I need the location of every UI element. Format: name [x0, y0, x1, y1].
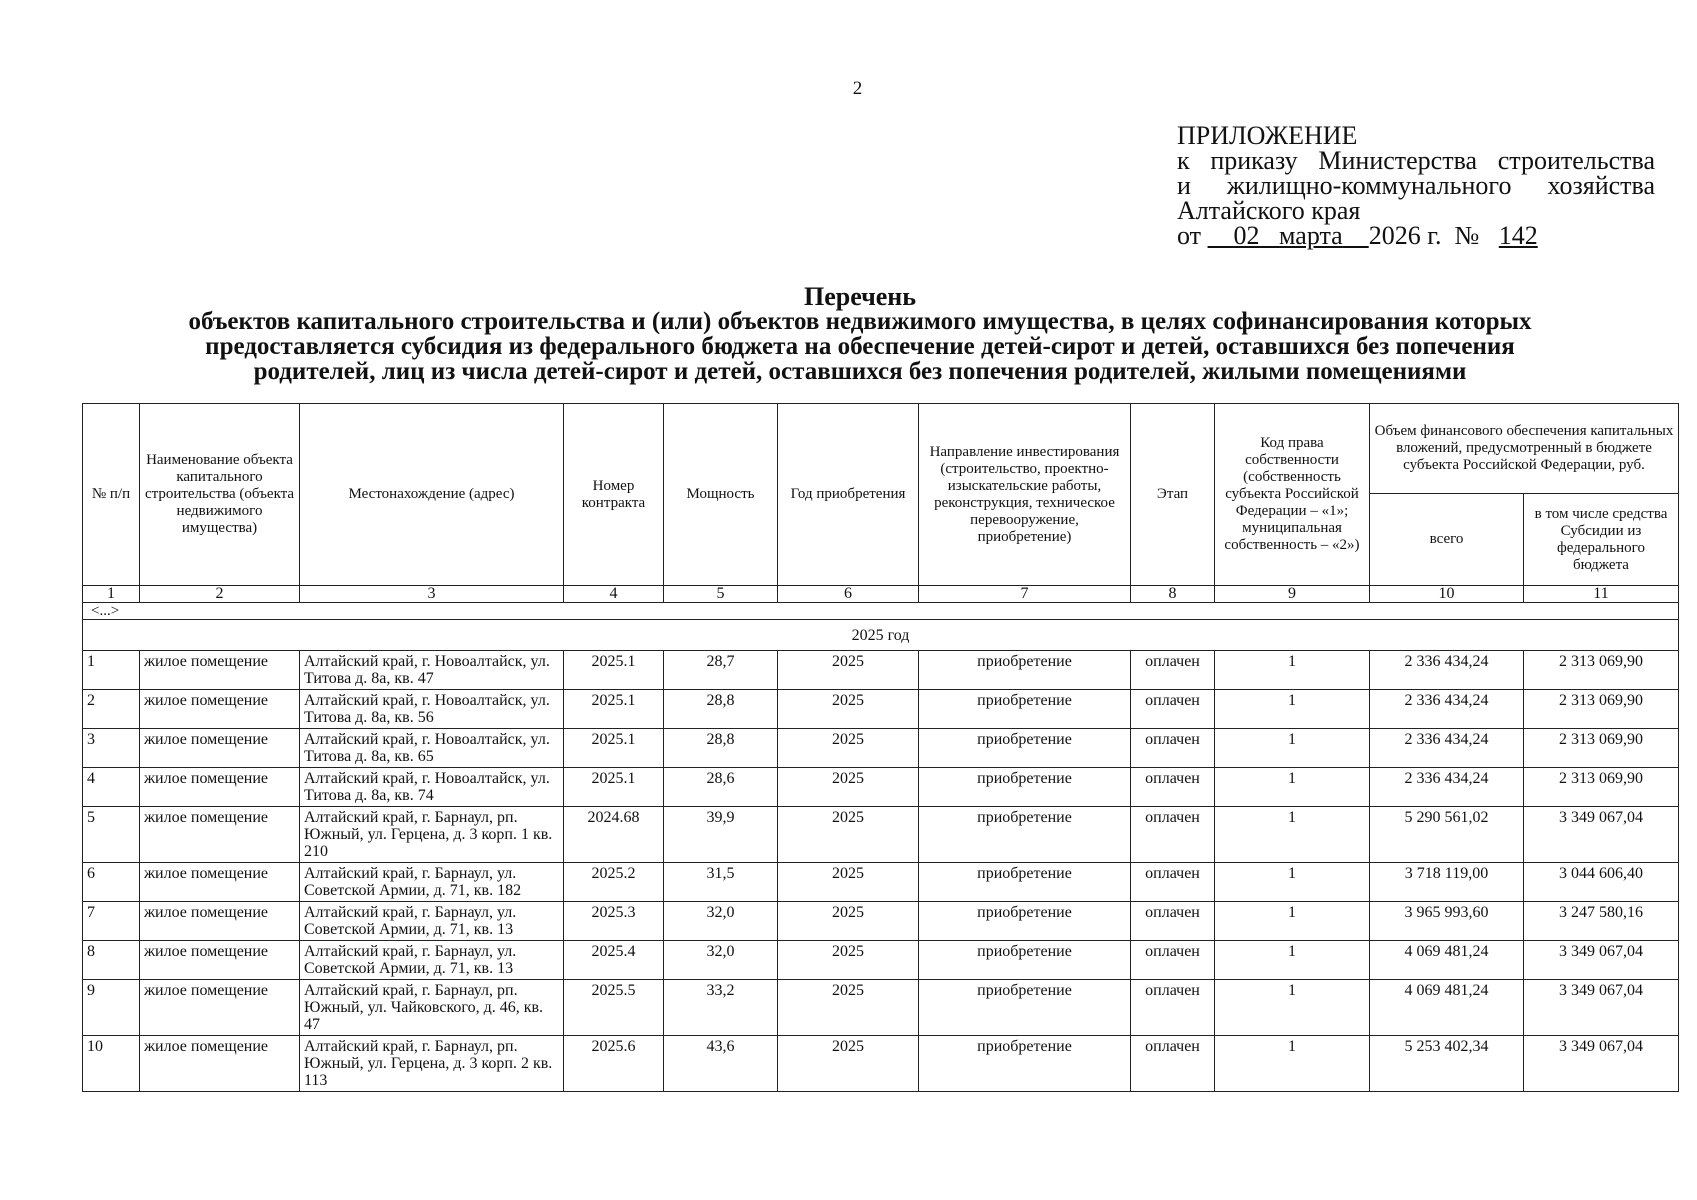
year-cell: 2025 — [778, 980, 919, 1036]
table-row — [83, 863, 1679, 902]
table-row — [83, 1036, 1679, 1092]
date-month: марта — [1279, 221, 1343, 250]
direction-cell: приобретение — [919, 1036, 1131, 1092]
capacity-cell: 39,9 — [664, 807, 778, 863]
header-name: Наименование объекта капитального строительства (объекта недвижимого имущества) — [140, 404, 300, 586]
total-amount-cell: 2 336 434,24 — [1370, 690, 1524, 729]
column-number: 2 — [140, 586, 300, 603]
stage-cell: оплачен — [1131, 902, 1215, 941]
stage-cell: оплачен — [1131, 768, 1215, 807]
appendix-line-2: и жилищно-коммунального хозяйства — [1177, 171, 1655, 200]
year-group-label: 2025 год — [83, 620, 1679, 651]
order-number: 142 — [1498, 221, 1538, 250]
federal-amount-cell: 3 247 580,16 — [1524, 902, 1679, 941]
direction-cell: приобретение — [919, 807, 1131, 863]
year-cell: 2025 — [778, 768, 919, 807]
object-name-cell: жилое помещение — [140, 768, 300, 807]
header-address: Местонахождение (адрес) — [300, 404, 564, 586]
address-cell: Алтайский край, г. Барнаул, ул. Советской Армии, д. 71, кв. 13 — [300, 941, 564, 980]
column-number: 9 — [1215, 586, 1370, 603]
total-amount-cell: 2 336 434,24 — [1370, 729, 1524, 768]
direction-cell: приобретение — [919, 863, 1131, 902]
contract-cell: 2025.1 — [564, 651, 664, 690]
federal-amount-cell: 3 349 067,04 — [1524, 980, 1679, 1036]
row-number-cell: 6 — [83, 863, 140, 902]
capacity-cell: 32,0 — [664, 941, 778, 980]
ownership-code-cell: 1 — [1215, 651, 1370, 690]
column-number: 6 — [778, 586, 919, 603]
direction-cell: приобретение — [919, 941, 1131, 980]
column-number: 11 — [1524, 586, 1679, 603]
column-numbers-row — [83, 586, 1679, 603]
federal-amount-cell: 2 313 069,90 — [1524, 690, 1679, 729]
row-number-cell: 1 — [83, 651, 140, 690]
header-contract: Номер контракта — [564, 404, 664, 586]
capacity-cell: 31,5 — [664, 863, 778, 902]
row-number-cell: 7 — [83, 902, 140, 941]
number-sign: № — [1454, 221, 1480, 250]
stage-cell: оплачен — [1131, 729, 1215, 768]
title-line-1: объектов капитального строительства и (или) объектов недвижимого имущества, в целях софинансирования которых — [188, 308, 1532, 335]
address-cell: Алтайский край, г. Барнаул, рп. Южный, ул. Чайковского, д. 46, кв. 47 — [300, 980, 564, 1036]
object-name-cell: жилое помещение — [140, 729, 300, 768]
year-cell: 2025 — [778, 729, 919, 768]
object-name-cell: жилое помещение — [140, 807, 300, 863]
stage-cell: оплачен — [1131, 651, 1215, 690]
total-amount-cell: 4 069 481,24 — [1370, 941, 1524, 980]
capacity-cell: 33,2 — [664, 980, 778, 1036]
total-amount-cell: 3 718 119,00 — [1370, 863, 1524, 902]
direction-cell: приобретение — [919, 729, 1131, 768]
capacity-cell: 28,8 — [664, 729, 778, 768]
object-name-cell: жилое помещение — [140, 902, 300, 941]
table-row — [83, 651, 1679, 690]
table-row — [83, 941, 1679, 980]
contract-cell: 2025.1 — [564, 768, 664, 807]
address-cell: Алтайский край, г. Новоалтайск, ул. Титова д. 8а, кв. 47 — [300, 651, 564, 690]
ownership-code-cell: 1 — [1215, 863, 1370, 902]
contract-cell: 2025.5 — [564, 980, 664, 1036]
appendix-date-line — [1177, 223, 1655, 248]
contract-cell: 2025.4 — [564, 941, 664, 980]
capacity-cell: 28,6 — [664, 768, 778, 807]
federal-amount-cell: 3 349 067,04 — [1524, 807, 1679, 863]
appendix-line-3: Алтайского края — [1177, 196, 1361, 225]
objects-table — [82, 403, 1679, 1092]
appendix-block — [1177, 123, 1655, 248]
object-name-cell: жилое помещение — [140, 941, 300, 980]
table-row — [83, 768, 1679, 807]
year-cell: 2025 — [778, 1036, 919, 1092]
header-direction: Направление инвестирования (строительство, проектно-изыскательские работы, реконструкция, техническое перевооружение, приобретение) — [919, 404, 1131, 586]
row-number-cell: 9 — [83, 980, 140, 1036]
address-cell: Алтайский край, г. Новоалтайск, ул. Титова д. 8а, кв. 56 — [300, 690, 564, 729]
capacity-cell: 43,6 — [664, 1036, 778, 1092]
direction-cell: приобретение — [919, 980, 1131, 1036]
ownership-code-cell: 1 — [1215, 729, 1370, 768]
ellipsis-marker: <...> — [83, 603, 1679, 620]
stage-cell: оплачен — [1131, 863, 1215, 902]
object-name-cell: жилое помещение — [140, 1036, 300, 1092]
header-num: № п/п — [83, 404, 140, 586]
contract-cell: 2025.1 — [564, 690, 664, 729]
header-stage: Этап — [1131, 404, 1215, 586]
total-amount-cell: 4 069 481,24 — [1370, 980, 1524, 1036]
stage-cell: оплачен — [1131, 807, 1215, 863]
table-row — [83, 902, 1679, 941]
ownership-code-cell: 1 — [1215, 768, 1370, 807]
header-year: Год приобретения — [778, 404, 919, 586]
address-cell: Алтайский край, г. Барнаул, рп. Южный, ул. Герцена, д. 3 корп. 1 кв. 210 — [300, 807, 564, 863]
year-cell: 2025 — [778, 690, 919, 729]
address-cell: Алтайский край, г. Барнаул, ул. Советской Армии, д. 71, кв. 13 — [300, 902, 564, 941]
header-ownership: Код права собственности (собственность субъекта Российской Федерации – «1»; муниципальная собственность – «2») — [1215, 404, 1370, 586]
direction-cell: приобретение — [919, 768, 1131, 807]
stage-cell: оплачен — [1131, 980, 1215, 1036]
stage-cell: оплачен — [1131, 1036, 1215, 1092]
object-name-cell: жилое помещение — [140, 863, 300, 902]
table-row — [83, 729, 1679, 768]
title-line-3: родителей, лиц из числа детей-сирот и детей, оставшихся без попечения родителей, жилыми помещениями — [253, 358, 1467, 385]
column-number: 7 — [919, 586, 1131, 603]
column-number: 5 — [664, 586, 778, 603]
column-number: 4 — [564, 586, 664, 603]
ellipsis-row — [83, 603, 1679, 620]
header-federal: в том числе средства Субсидии из федерального бюджета — [1524, 494, 1679, 586]
total-amount-cell: 3 965 993,60 — [1370, 902, 1524, 941]
total-amount-cell: 5 253 402,34 — [1370, 1036, 1524, 1092]
header-total: всего — [1370, 494, 1524, 586]
row-number-cell: 5 — [83, 807, 140, 863]
ownership-code-cell: 1 — [1215, 941, 1370, 980]
column-number: 10 — [1370, 586, 1524, 603]
capacity-cell: 28,8 — [664, 690, 778, 729]
federal-amount-cell: 2 313 069,90 — [1524, 768, 1679, 807]
federal-amount-cell: 2 313 069,90 — [1524, 729, 1679, 768]
year-group-row — [83, 620, 1679, 651]
capacity-cell: 28,7 — [664, 651, 778, 690]
title-line-2: предоставляется субсидия из федерального бюджета на обеспечение детей-сирот и детей, оставшихся без попечения — [205, 333, 1515, 360]
direction-cell: приобретение — [919, 902, 1131, 941]
document-title — [80, 284, 1640, 384]
page-number: 2 — [852, 78, 863, 99]
contract-cell: 2025.6 — [564, 1036, 664, 1092]
appendix-title: ПРИЛОЖЕНИЕ — [1177, 121, 1358, 150]
federal-amount-cell: 3 349 067,04 — [1524, 941, 1679, 980]
header-funding: Объем финансового обеспечения капитальных вложений, предусмотренный в бюджете субъекта Российской Федерации, руб. — [1370, 404, 1679, 494]
ownership-code-cell: 1 — [1215, 807, 1370, 863]
federal-amount-cell: 2 313 069,90 — [1524, 651, 1679, 690]
address-cell: Алтайский край, г. Новоалтайск, ул. Титова д. 8а, кв. 74 — [300, 768, 564, 807]
capacity-cell: 32,0 — [664, 902, 778, 941]
column-number: 3 — [300, 586, 564, 603]
contract-cell: 2024.68 — [564, 807, 664, 863]
contract-cell: 2025.3 — [564, 902, 664, 941]
stage-cell: оплачен — [1131, 690, 1215, 729]
ownership-code-cell: 1 — [1215, 980, 1370, 1036]
object-name-cell: жилое помещение — [140, 980, 300, 1036]
address-cell: Алтайский край, г. Барнаул, ул. Советской Армии, д. 71, кв. 182 — [300, 863, 564, 902]
address-cell: Алтайский край, г. Новоалтайск, ул. Титова д. 8а, кв. 65 — [300, 729, 564, 768]
contract-cell: 2025.1 — [564, 729, 664, 768]
appendix-line-1: к приказу Министерства строительства — [1177, 146, 1655, 175]
contract-cell: 2025.2 — [564, 863, 664, 902]
table-row — [83, 807, 1679, 863]
header-capacity: Мощность — [664, 404, 778, 586]
year-cell: 2025 — [778, 902, 919, 941]
total-amount-cell: 5 290 561,02 — [1370, 807, 1524, 863]
object-name-cell: жилое помещение — [140, 690, 300, 729]
object-name-cell: жилое помещение — [140, 651, 300, 690]
row-number-cell: 10 — [83, 1036, 140, 1092]
ownership-code-cell: 1 — [1215, 690, 1370, 729]
date-year: 2026 г. — [1368, 221, 1442, 250]
total-amount-cell: 2 336 434,24 — [1370, 651, 1524, 690]
address-cell: Алтайский край, г. Барнаул, рп. Южный, ул. Герцена, д. 3 корп. 2 кв. 113 — [300, 1036, 564, 1092]
column-number: 1 — [83, 586, 140, 603]
year-cell: 2025 — [778, 941, 919, 980]
direction-cell: приобретение — [919, 690, 1131, 729]
year-cell: 2025 — [778, 863, 919, 902]
title-heading: Перечень — [803, 282, 917, 311]
ownership-code-cell: 1 — [1215, 902, 1370, 941]
column-number: 8 — [1131, 586, 1215, 603]
table-row — [83, 980, 1679, 1036]
row-number-cell: 2 — [83, 690, 140, 729]
federal-amount-cell: 3 044 606,40 — [1524, 863, 1679, 902]
federal-amount-cell: 3 349 067,04 — [1524, 1036, 1679, 1092]
stage-cell: оплачен — [1131, 941, 1215, 980]
year-cell: 2025 — [778, 807, 919, 863]
date-day: 02 марта — [1233, 221, 1343, 250]
year-cell: 2025 — [778, 651, 919, 690]
row-number-cell: 3 — [83, 729, 140, 768]
total-amount-cell: 2 336 434,24 — [1370, 768, 1524, 807]
table-row — [83, 690, 1679, 729]
row-number-cell: 4 — [83, 768, 140, 807]
row-number-cell: 8 — [83, 941, 140, 980]
direction-cell: приобретение — [919, 651, 1131, 690]
ownership-code-cell: 1 — [1215, 1036, 1370, 1092]
date-prefix: от — [1177, 221, 1202, 250]
